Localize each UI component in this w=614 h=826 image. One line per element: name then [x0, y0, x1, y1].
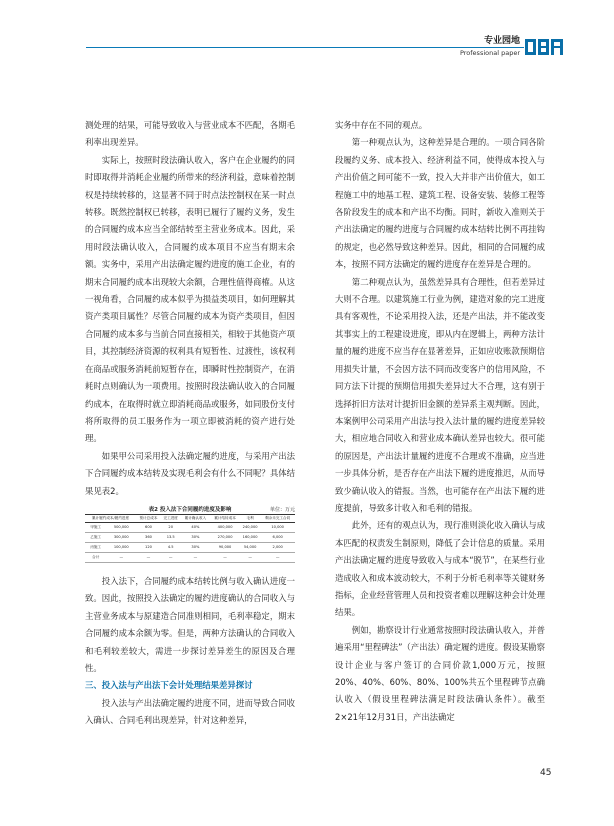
- paragraph: 投入法下，合同履约成本结转比例与收入确认进度一致。因此，按照投入法确定的履约进度确认的合同收入与主营业务成本与原建造合同准则相同，毛利率稳定，期末合同履约成本余额为零。但是，两种方法确认的合同收入和毛利较差较大，需进一步探讨差异差生的原因及合理性。: [85, 575, 295, 673]
- table-cell: 100,000: [106, 542, 136, 552]
- header-subtitle: Professional paper: [459, 49, 520, 57]
- paragraph: 第一种观点认为，这种差异是合理的。一项合同各阶段履约义务、成本投入、经济利益不同，使得成本投入与产出价值之间可能不一致，投入大并非产出价值大，如工程施工中的地基工程、建筑工程、设备安装、装修工程等各阶段发生的成本和产出不均衡。同时，新收入准则关于产出法确定的履约进度与合同履约成本结转比例不再挂钩的规定，也必然导致这种差异。因此，相同的合同履约成本，按照不同方法确定的履约进度存在差异是合理的。: [335, 137, 545, 270]
- table-cell: —: [260, 552, 295, 562]
- table-cell: —: [181, 552, 211, 562]
- table-header-cell: 预计总成本: [136, 514, 161, 522]
- left-column: [85, 117, 295, 730]
- table-header-cell: 毛利: [240, 514, 260, 522]
- table-cell: 300,000: [106, 532, 136, 542]
- table-cell: 合计: [85, 552, 106, 562]
- table-cell: —: [161, 552, 181, 562]
- paragraph: 实际上，按照时段法确认收入，客户在企业履约的同时即取得并消耗企业履约所带来的经济利益，意味着控制权是持续转移的，这显著不同于时点法控制权在某一时点转移。既然控制权已转移，表明已履行了履约义务，发生的合同履约成本应当全部结转至主营业务成本。因此，采用时段法确认收入，合同履约成本项目不应当有期末余额。实务中，采用产出法确定履约进度的施工企业，有的期末合同履约成本出现较大余额，合理性值得商榷。从这一视角看，合同履约成本似乎为损益类项目，如何理解其资产类项目属性？尽管合同履约成本为资产类项目，但因合同履约成本多与当前合同直接相关，相较于其他资产项目，其控制经济资源的权利具有短暂性、过渡性，该权利在商品或服务消耗前短暂存在，即瞬时性控制资产，在消耗时点则确认为一项费用。按照时段法确认收入的合同履约成本，在取得时就立即消耗商品或服务，如同股份支付将所取得的员工服务作为一项立即被消耗的资产进行处理。: [85, 154, 295, 444]
- paragraph: 投入法与产出法确定履约进度不同，进而导致合同收入确认、合同毛利出现差异，针对这种差异，: [85, 697, 295, 726]
- page-number: 45: [540, 768, 552, 778]
- table-cell: 4.5: [161, 542, 181, 552]
- table-cell: 6,000: [260, 532, 295, 542]
- paragraph: 测处理的结果，可能导致收入与营业成本不匹配，各期毛利率出现差异。: [85, 120, 295, 148]
- table-cell: 乙施工: [85, 532, 106, 542]
- table-header-cell: 剩余未完工合同: [260, 514, 295, 522]
- table-cell: 2,000: [260, 542, 295, 552]
- table-cell: 甲施工: [85, 522, 106, 532]
- table-title: [85, 506, 295, 514]
- table-cell: —: [240, 552, 260, 562]
- table-header-row: [85, 514, 295, 522]
- table-cell: 30%: [181, 542, 211, 552]
- table-title-text: 表2 投入法下合同履约进度及影响: [148, 506, 232, 513]
- table-cell: 600: [136, 522, 161, 532]
- paragraph: 此外，还有的观点认为，现行准则淡化收入确认与成本匹配的权责发生制原则，降低了会计信息的质量。采用产出法确定履约进度导致收入与成本“脱节”，在某些行业造成收入和成本波动较大，不利于分析毛利率等关键财务指标，企业经营管理人员和投资者难以理解这种会计处理结果。: [335, 520, 545, 618]
- table-cell: 54,000: [240, 542, 260, 552]
- table-cell: 20: [161, 522, 181, 532]
- table-row: [85, 542, 295, 552]
- right-column: [335, 117, 545, 726]
- table-unit: 单位：万元: [269, 506, 295, 513]
- table-cell: 400,000: [210, 522, 240, 532]
- table-2: [85, 506, 295, 563]
- table-row: [85, 552, 295, 562]
- table-cell: 13.5: [161, 532, 181, 542]
- table-cell: —: [210, 552, 240, 562]
- table-cell: 10,000: [260, 522, 295, 532]
- table-header-cell: 累计结转成本: [210, 514, 240, 522]
- table-header-cell: 累计履约成本/履约进度: [85, 514, 136, 522]
- paragraph: 如果甲公司采用投入法确定履约进度，与采用产出法下合同履约成本结转及实现毛利会有什么不同呢？具体结果见表2。: [85, 450, 295, 496]
- table-cell: 270,000: [210, 532, 240, 542]
- table-cell: 30%: [181, 532, 211, 542]
- table-cell: 120: [136, 542, 161, 552]
- table-cell: —: [136, 552, 161, 562]
- journal-logo-icon: [524, 36, 564, 58]
- table-cell: 500,000: [106, 522, 136, 532]
- table-header-cell: 累计确认收入: [181, 514, 211, 522]
- table-cell: 丙施工: [85, 542, 106, 552]
- table-cell: 360: [136, 532, 161, 542]
- table-row: [85, 522, 295, 532]
- table-cell: 90,000: [210, 542, 240, 552]
- table-cell: 40%: [181, 522, 211, 532]
- data-table: [85, 514, 295, 563]
- header-title: 专业园地: [483, 36, 520, 46]
- paragraph: 第二种观点认为，虽然差异具有合理性，但若差异过大则不合理。以建筑施工行业为例，建造对象的完工进度具有客观性，不论采用投入法，还是产出法，并不能改变其事实上的工程建设进度，即从内在逻辑上，两种方法计量的履约进度不应当存在显著差异，正如应收账款预期信用损失计量，不会因方法不同而改变客户的信用风险，不同方法下计提的预期信用损失差异过大不合理，这有别于选择折旧方法对计提折旧金额的差异系主观判断。因此，本案例甲公司采用产出法与投入法计量的履约进度差异较大，相应地合同收入和营业成本确认差异也较大。很可能的原因是，产出法计量履约进度不合理或不准确，应当进一步具体分析，是否存在产出法下履约进度推迟，从而导致少确认收入的错报。当然，也可能存在产出法下履约进度提前，导致多计收入和毛利的错报。: [335, 276, 545, 513]
- paragraph: 实务中存在不同的观点。: [335, 120, 428, 130]
- table-cell: —: [106, 552, 136, 562]
- table-row: [85, 532, 295, 542]
- table-cell: 240,000: [240, 522, 260, 532]
- paragraph: 例如，勘察设计行业通常按照时段法确认收入，并普遍采用“里程碑法”（产出法）确定履约进度。假设某勘察设计企业与客户签订的合同价款1,000万元，按照20%、40%、60%、80%、100%共五个里程碑节点确认收入（假设里程碑法满足时段法确认条件）。截至2×21年12月31日，产出法确定: [335, 624, 545, 722]
- table-header-cell: 完工进度: [161, 514, 181, 522]
- table-cell: 160,000: [240, 532, 260, 542]
- section-heading: 三、投入法与产出法下会计处理结果差异探讨: [85, 680, 253, 691]
